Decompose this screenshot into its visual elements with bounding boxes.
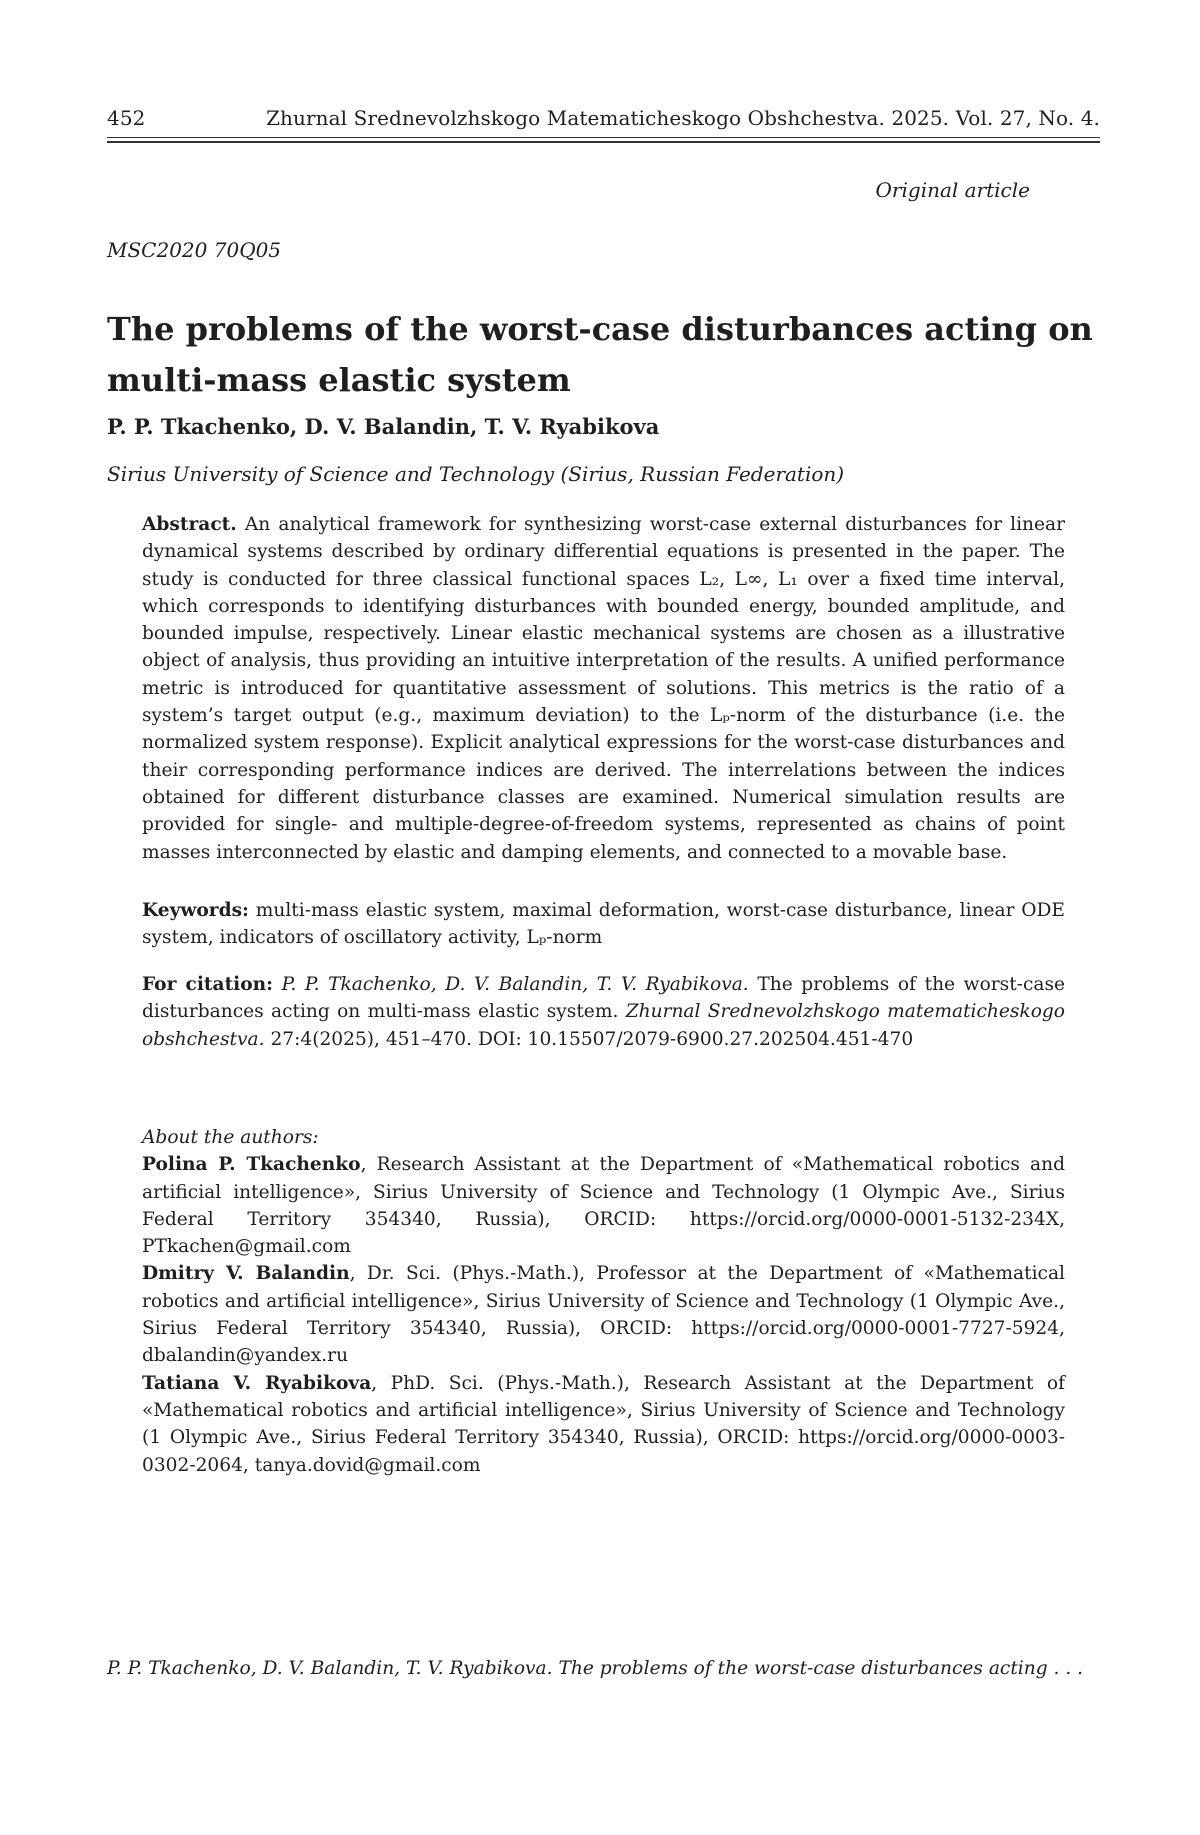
header-rule bbox=[107, 137, 1100, 138]
header-rule-thick bbox=[107, 141, 1100, 143]
abstract-text: An analytical framework for synthesizing worst-case external disturbances for linear dynamical systems described by ordinary differential equations is presented in the paper. The study is conducted for three classical functional spaces L₂, L∞, L₁ over a fixed time interval, which corresponds to identifying disturbances with bounded energy, bounded amplitude, and bounded impulse, respectively. Linear elastic mechanical systems are chosen as a illustrative object of analysis, thus providing an intuitive interpretation of the results. A unified performance metric is introduced for quantitative assessment of solutions. This metrics is the ratio of a system’s target output (e.g., maximum deviation) to the Lₚ-norm of the disturbance (i.e. the normalized system response). Explicit analytical expressions for the worst-case disturbances and their corresponding performance indices are derived. The interrelations between the indices obtained for different disturbance classes are examined. Numerical simulation results are provided for single- and multiple-degree-of-freedom systems, represented as chains of point masses interconnected by elastic and damping elements, and connected to a movable base. bbox=[142, 514, 1065, 863]
author-name: Tatiana V. Ryabikova bbox=[142, 1372, 372, 1394]
citation-label: For citation: bbox=[142, 974, 274, 995]
author-details: , Dr. Sci. (Phys.-Math.), Professor at the Department of «Mathematical robotics and artificial intelligence», Sirius University of Science and Technology (1 Olympic Ave., Sirius Federal Territory 354340, Russia), ORCID: https://orcid.org/0000-0001-7727-5924, dbalandin@yandex.ru bbox=[142, 1263, 1066, 1367]
author-details: , PhD. Sci. (Phys.-Math.), Research Assistant at the Department of «Mathematical robotics and artificial intelligence», Sirius University of Science and Technology (1 Olympic Ave., Sirius Federal Territory 354340, Russia), ORCID: https://orcid.org/0000-0003-0302-2064, tanya.dovid@gmail.com bbox=[142, 1372, 1065, 1476]
keywords-label: Keywords: bbox=[142, 900, 249, 921]
running-footer: P. P. Tkachenko, D. V. Balandin, T. V. Ryabikova. The problems of the worst-case disturbances acting . . . bbox=[107, 1658, 1084, 1679]
abstract bbox=[142, 511, 1065, 866]
page-number: 452 bbox=[107, 106, 146, 130]
author-entry bbox=[142, 1151, 1065, 1260]
citation-details: 27:4(2025), 451–470. DOI: 10.15507/2079-6900.27.202504.451-470 bbox=[270, 1028, 914, 1050]
citation bbox=[142, 971, 1065, 1053]
author-entry bbox=[142, 1370, 1065, 1479]
citation-title: The problems of the worst-case disturbances acting on multi-mass elastic system. bbox=[142, 974, 1065, 1023]
citation-journal: Zhurnal Srednevolzhskogo matematicheskogo obshchestva. bbox=[142, 1001, 1065, 1050]
msc-code: MSC2020 70Q05 bbox=[107, 238, 282, 262]
about-authors bbox=[142, 1124, 1065, 1479]
affiliation: Sirius University of Science and Technology (Sirius, Russian Federation) bbox=[107, 462, 845, 486]
abstract-label: Abstract. bbox=[142, 514, 237, 535]
article-type: Original article bbox=[875, 178, 1030, 202]
keywords bbox=[142, 897, 1065, 952]
running-head bbox=[107, 106, 1100, 130]
author-name: Polina P. Tkachenko bbox=[142, 1154, 361, 1176]
author-entry bbox=[142, 1260, 1065, 1369]
keywords-text: multi-mass elastic system, maximal deformation, worst-case disturbance, linear ODE system, indicators of oscillatory activity, Lₚ-norm bbox=[142, 900, 1065, 949]
author-name: Dmitry V. Balandin bbox=[142, 1263, 350, 1285]
paper-title: The problems of the worst-case disturbances acting on multi-mass elastic system bbox=[107, 310, 1093, 399]
about-heading: About the authors: bbox=[142, 1127, 319, 1148]
citation-authors: P. P. Tkachenko, D. V. Balandin, T. V. Ryabikova. bbox=[281, 974, 749, 995]
journal-name: Zhurnal Srednevolzhskogo Matematicheskogo Obshchestva. 2025. Vol. 27, No. 4. bbox=[266, 106, 1100, 130]
authors: P. P. Tkachenko, D. V. Balandin, T. V. Ryabikova bbox=[107, 414, 660, 439]
author-details: , Research Assistant at the Department of «Mathematical robotics and artificial intelligence», Sirius University of Science and Technology (1 Olympic Ave., Sirius Federal Territory 354340, Russia), ORCID: https://orcid.org/0000-0001-5132-234X, PTkachen@gmail.com bbox=[142, 1154, 1065, 1258]
